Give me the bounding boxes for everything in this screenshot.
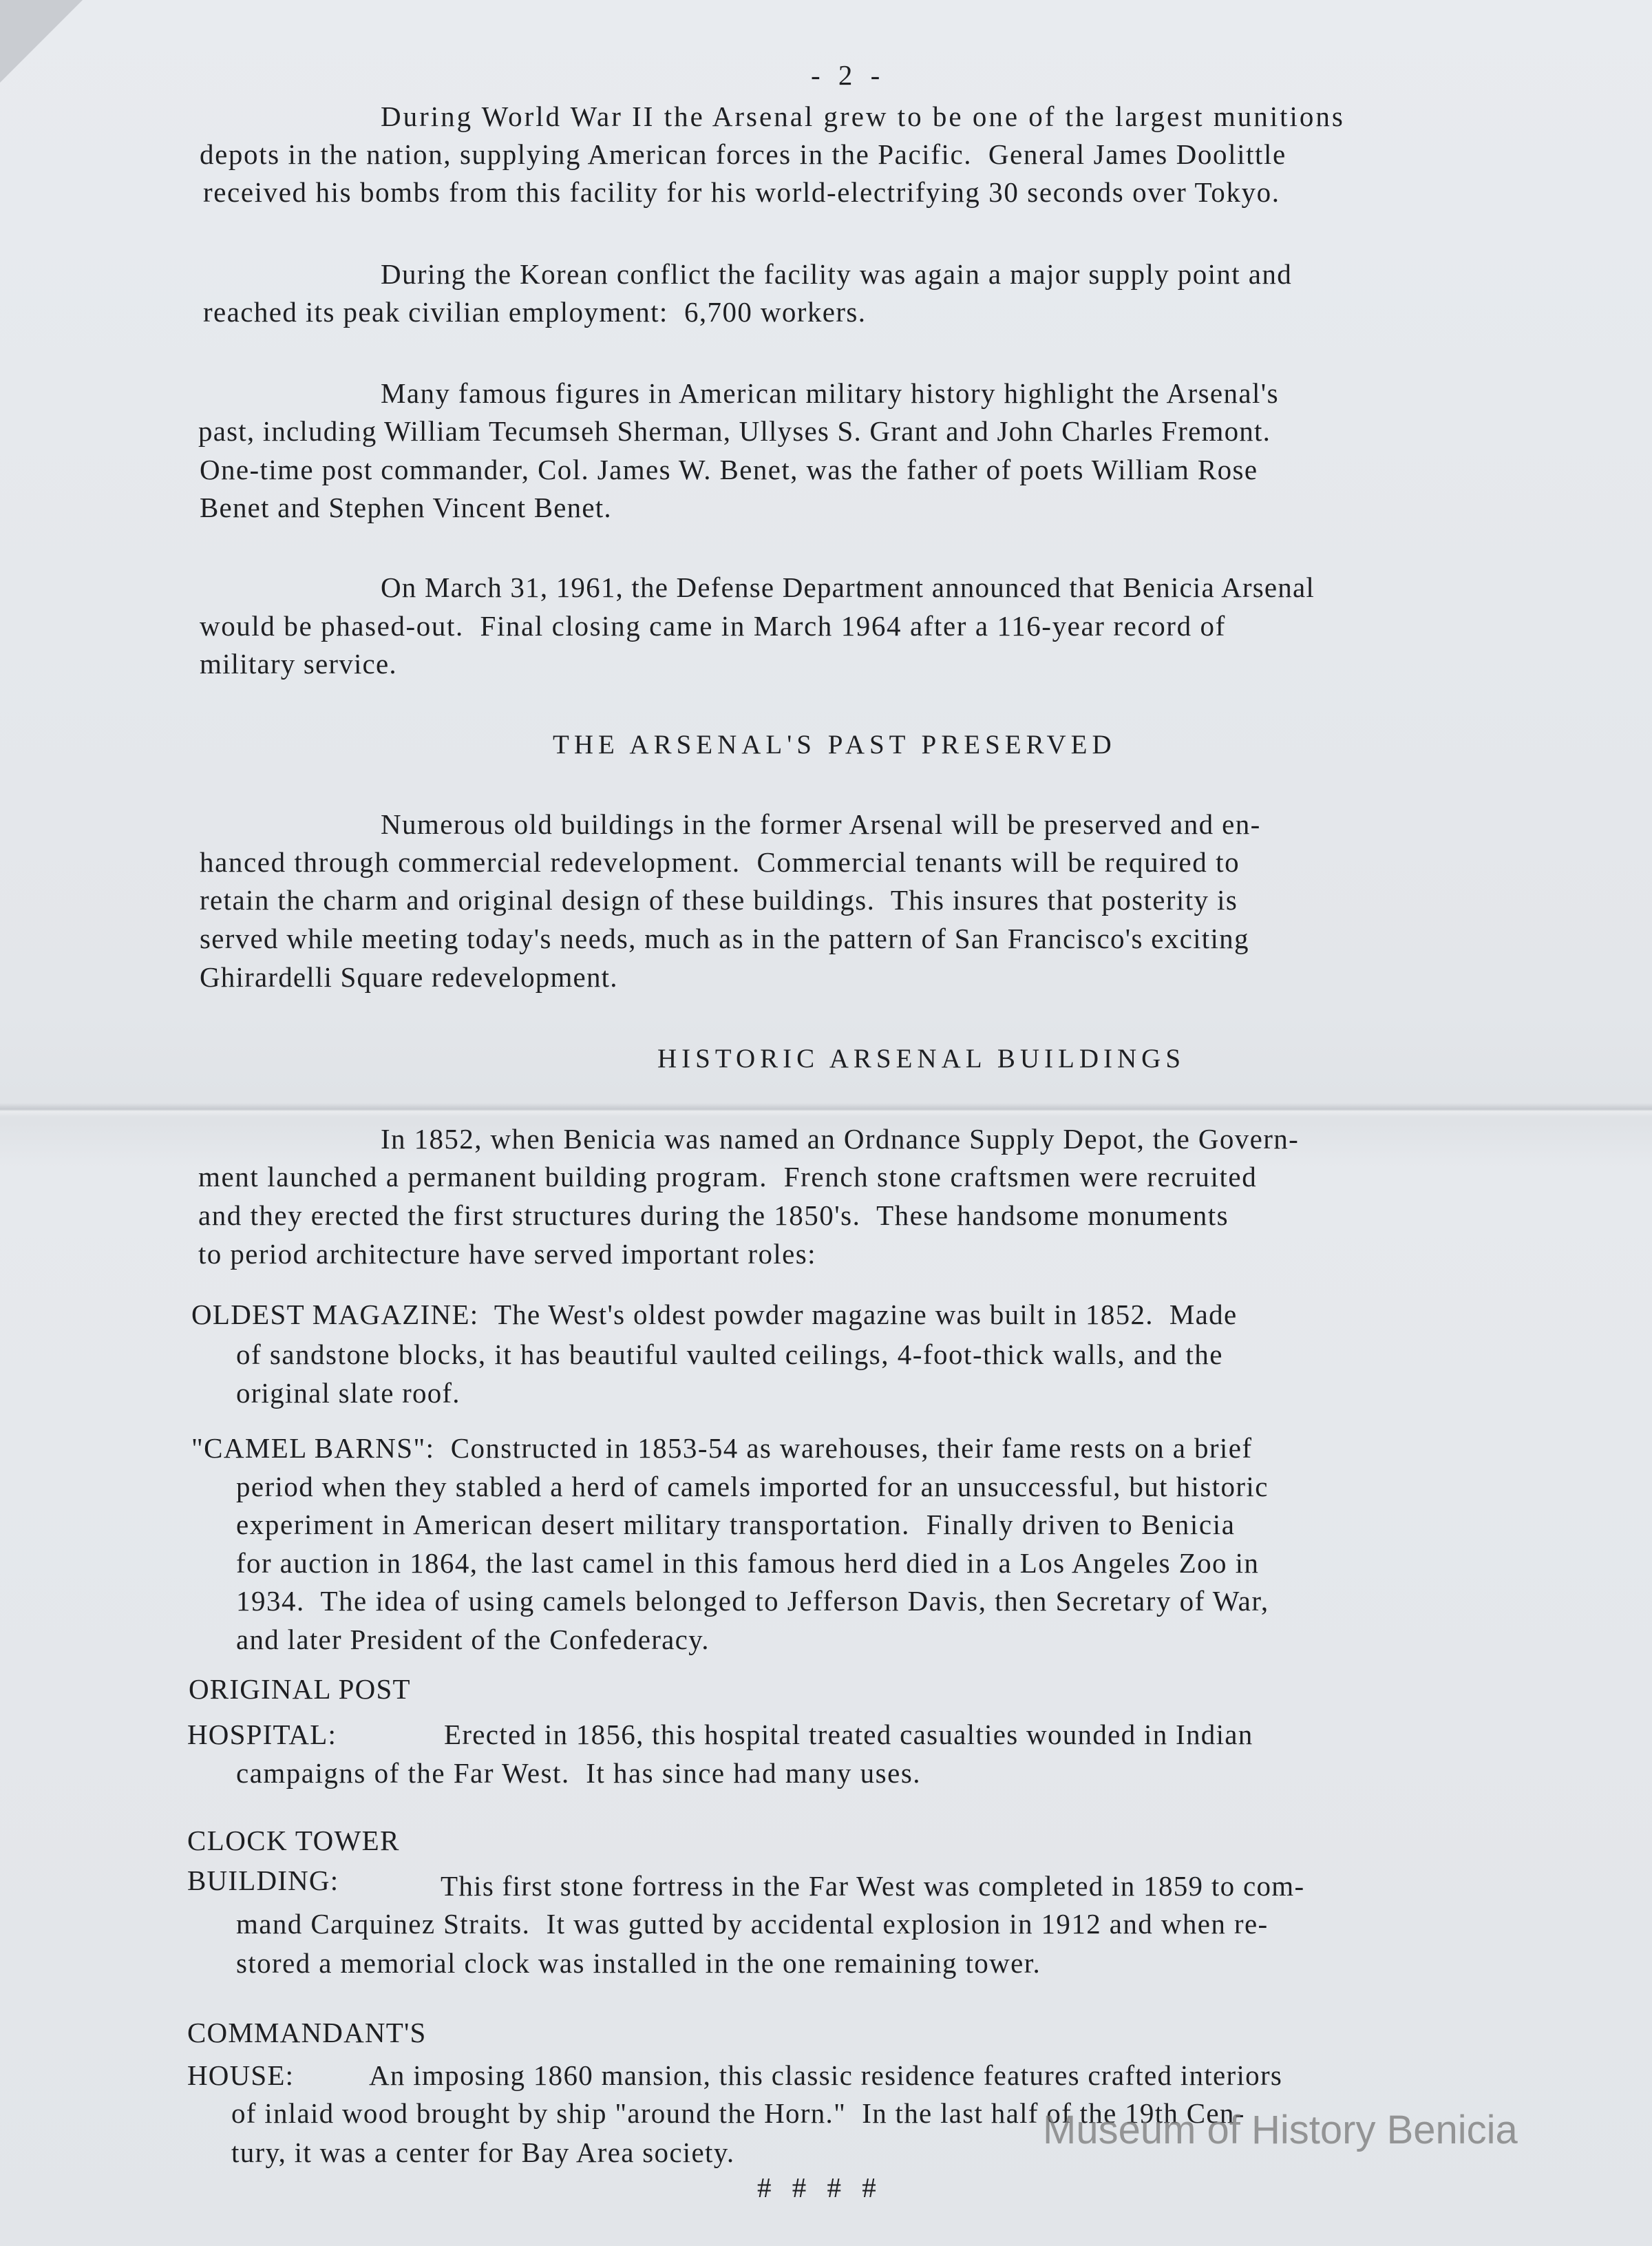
camel-line-2: period when they stabled a herd of camels imported for an unsuccessful, but historic [236,1471,1269,1502]
page-number: - 2 - [811,59,886,91]
magazine-line-2: of sandstone blocks, it has beautiful vaulted ceilings, 4-foot-thick walls, and the [236,1339,1223,1370]
magazine-line-3: original slate roof. [236,1377,460,1409]
commandant-line-2: of inlaid wood brought by ship "around the Horn." In the last half of the 19th Cen- [231,2097,1245,2129]
camel-line-5: 1934. The idea of using camels belonged to Jefferson Davis, then Secretary of War, [236,1585,1269,1617]
clock-line-1: This first stone fortress in the Far West was completed in 1859 to com- [441,1870,1305,1902]
preserved-line-4: served while meeting today's needs, much as in the pattern of San Francisco's exciting [200,923,1249,954]
intro-line-1: In 1852, when Benicia was named an Ordnance Supply Depot, the Govern- [381,1123,1300,1155]
ww2-line-1: During World War II the Arsenal grew to be one of the largest munitions [381,101,1345,132]
commandant-line-3: tury, it was a center for Bay Area society. [231,2137,735,2168]
intro-line-3: and they erected the first structures during the 1850's. These handsome monuments [198,1199,1229,1231]
figures-line-4: Benet and Stephen Vincent Benet. [200,492,612,523]
museum-watermark: Museum of History Benicia [1043,2108,1518,2152]
clock-line-3: stored a memorial clock was installed in the one remaining tower. [236,1947,1041,1979]
preserved-line-1: Numerous old buildings in the former Arsenal will be preserved and en- [381,808,1261,840]
intro-line-2: ment launched a permanent building program. French stone craftsmen were recruited [198,1161,1258,1193]
clock-label-1: CLOCK TOWER [187,1825,400,1856]
camel-line-1: "CAMEL BARNS": Constructed in 1853-54 as warehouses, their fame rests on a brief [191,1432,1253,1464]
hospital-line-2: campaigns of the Far West. It has since had many uses. [236,1757,922,1789]
korea-line-2: reached its peak civilian employment: 6,700 workers. [203,296,867,328]
preserved-line-2: hanced through commercial redevelopment. Commercial tenants will be required to [200,846,1240,878]
clock-line-2: mand Carquinez Straits. It was gutted by accidental explosion in 1912 and when re- [236,1908,1269,1940]
preserved-line-5: Ghirardelli Square redevelopment. [200,961,618,993]
ww2-line-3: received his bombs from this facility for his world-electrifying 30 seconds over Tokyo. [203,176,1280,208]
closing-line-2: would be phased-out. Final closing came in March 1964 after a 116-year record of [200,610,1226,642]
closing-line-3: military service. [200,648,397,680]
korea-line-1: During the Korean conflict the facility was again a major supply point and [381,258,1293,290]
commandant-line-1: An imposing 1860 mansion, this classic residence features crafted interiors [369,2059,1283,2091]
closing-line-1: On March 31, 1961, the Defense Department announced that Benicia Arsenal [381,571,1315,603]
figures-line-2: past, including William Tecumseh Sherman, Ullyses S. Grant and John Charles Fremont. [198,415,1271,447]
heading-historic-buildings: HISTORIC ARSENAL BUILDINGS [657,1044,1186,1073]
end-mark: # # # # [757,2172,883,2203]
commandant-label-1: COMMANDANT'S [187,2017,427,2048]
camel-line-4: for auction in 1864, the last camel in this famous herd died in a Los Angeles Zoo in [236,1547,1260,1579]
hospital-label-1: ORIGINAL POST [189,1673,411,1705]
clock-label-2: BUILDING: [187,1865,339,1896]
figures-line-3: One-time post commander, Col. James W. Benet, was the father of poets William Rose [200,454,1258,485]
magazine-line-1: OLDEST MAGAZINE: The West's oldest powder magazine was built in 1852. Made [191,1299,1238,1330]
ww2-line-2: depots in the nation, supplying American forces in the Pacific. General James Doolittle [200,138,1286,170]
preserved-line-3: retain the charm and original design of these buildings. This insures that posterity is [200,884,1238,916]
figures-line-1: Many famous figures in American military history highlight the Arsenal's [381,377,1279,409]
camel-line-3: experiment in American desert military transportation. Finally driven to Benicia [236,1509,1236,1540]
hospital-line-1: Erected in 1856, this hospital treated casualties wounded in Indian [444,1719,1253,1750]
heading-past-preserved: THE ARSENAL'S PAST PRESERVED [553,730,1116,759]
hospital-label-2: HOSPITAL: [187,1719,337,1750]
intro-line-4: to period architecture have served important roles: [198,1238,816,1270]
commandant-label-2: HOUSE: [187,2059,295,2091]
camel-line-6: and later President of the Confederacy. [236,1624,710,1655]
